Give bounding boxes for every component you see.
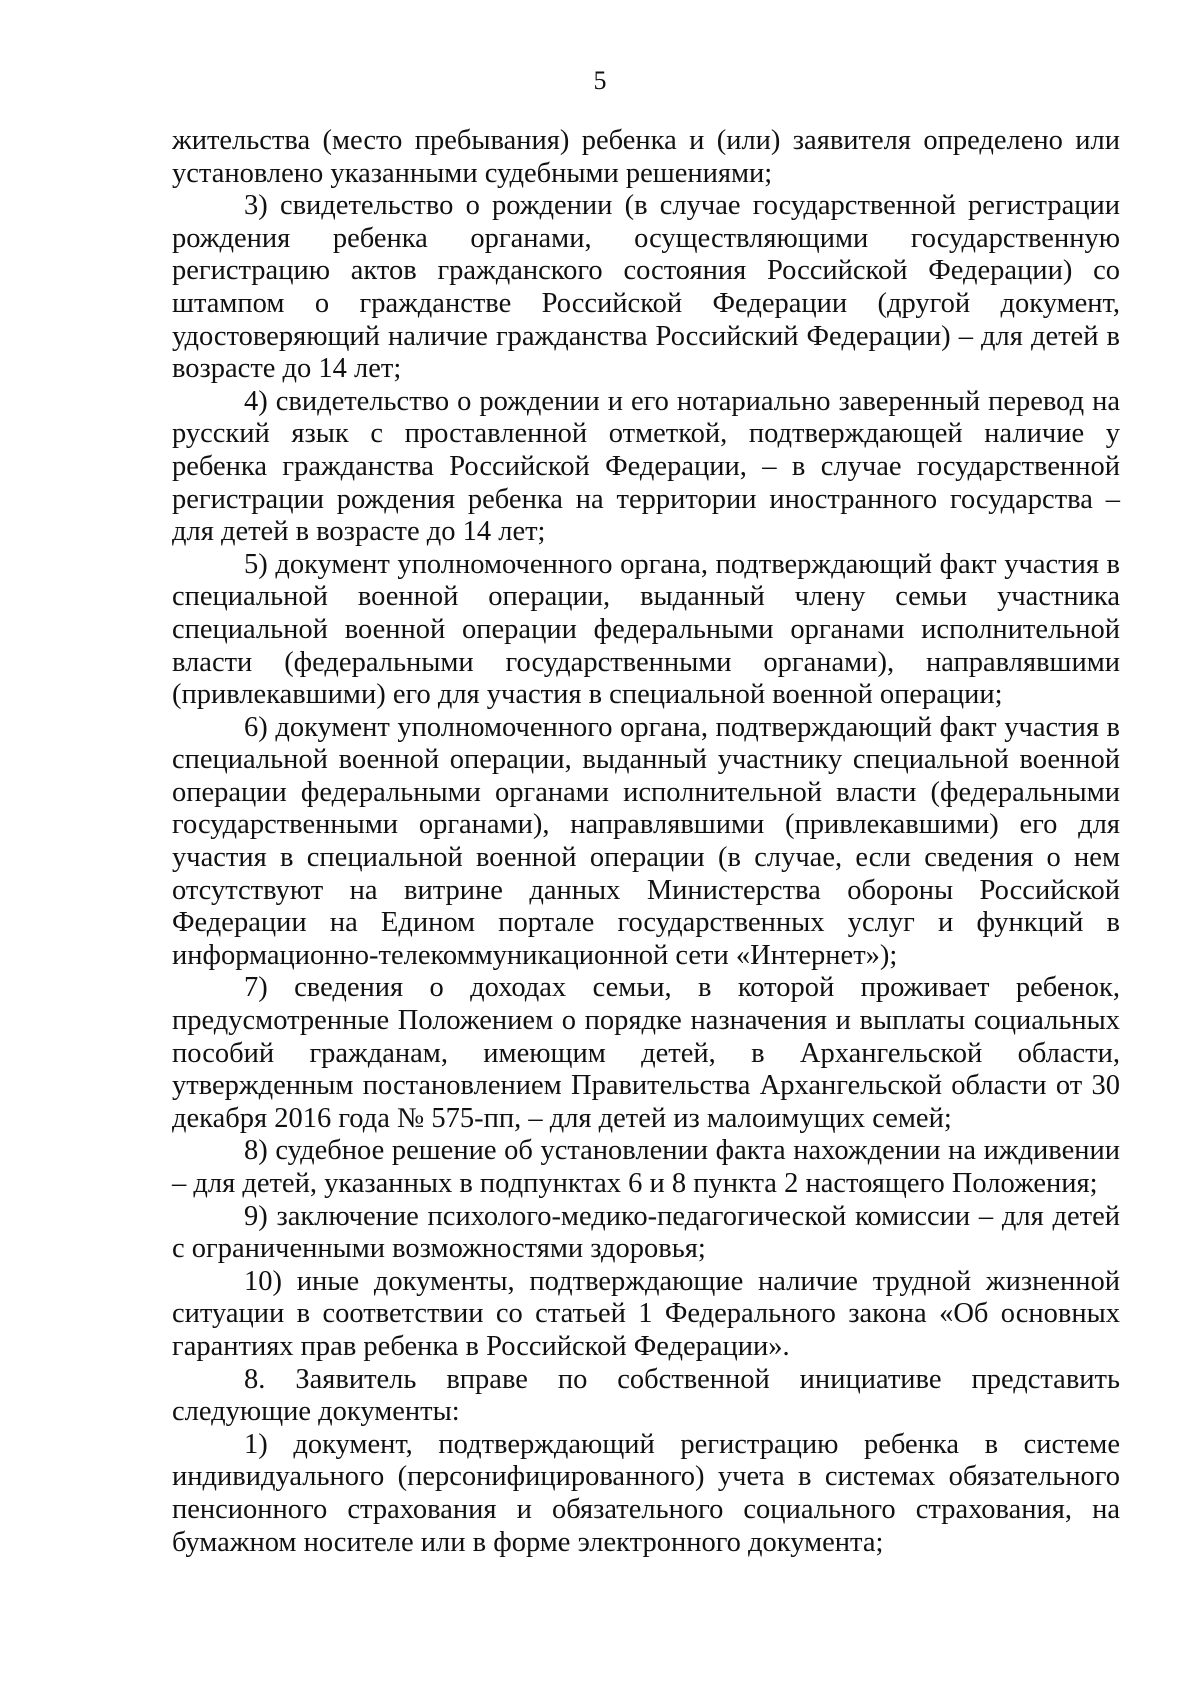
- list-item-7: 7) сведения о доходах семьи, в которой проживает ребенок, предусмотренные Положением о порядке назначения и выплаты социальных пособий гражданам, имеющим детей, в Архангельской области, утвержденным постановлением Правительства Архангельской области от 30 декабря 2016 года № 575-пп, – для детей из малоимущих семей;: [172, 972, 1120, 1134]
- list-item-6: 6) документ уполномоченного органа, подтверждающий факт участия в специальной военной операции, выданный участнику специальной военной операции федеральными органами исполнительной власти (федеральными государственными органами), направлявшими (привлекавшими) его для участия в специальной военной операции (в случае, если сведения о нем отсутствуют на витрине данных Министерства обороны Российской Федерации на Едином портале государственных услуг и функций в информационно-телекоммуникационной сети «Интернет»);: [172, 711, 1120, 971]
- section-8-item-1: 1) документ, подтверждающий регистрацию ребенка в системе индивидуального (персонифицированного) учета в системах обязательного пенсионного страхования и обязательного социального страхования, на бумажном носителе или в форме электронного документа;: [172, 1428, 1120, 1558]
- list-item-10: 10) иные документы, подтверждающие наличие трудной жизненной ситуации в соответствии со статьей 1 Федерального закона «Об основных гарантиях прав ребенка в Российской Федерации».: [172, 1265, 1120, 1362]
- page-number: 5: [593, 66, 607, 95]
- list-item-8: 8) судебное решение об установлении факта нахождении на иждивении – для детей, указанных в подпунктах 6 и 8 пункта 2 настоящего Положения;: [172, 1135, 1120, 1199]
- paragraph-continued: жительства (место пребывания) ребенка и (или) заявителя определено или установлено указанными судебными решениями;: [172, 125, 1120, 189]
- list-item-9: 9) заключение психолого-медико-педагогической комиссии – для детей с ограниченными возможностями здоровья;: [172, 1200, 1120, 1265]
- section-8-heading: 8. Заявитель вправе по собственной инициативе представить следующие документы:: [172, 1363, 1120, 1428]
- list-item-5: 5) документ уполномоченного органа, подтверждающий факт участия в специальной военной операции, выданный члену семьи участника специальной военной операции федеральными органами исполнительной власти (федеральными государственными органами), направлявшими (привлекавшими) его для участия в специальной военной операции;: [172, 548, 1120, 711]
- list-item-4: 4) свидетельство о рождении и его нотариально заверенный перевод на русский язык с проставленной отметкой, подтверждающей наличие у ребенка гражданства Российской Федерации, – в случае государственной регистрации рождения ребенка на территории иностранного государства – для детей в возрасте до 14 лет;: [172, 385, 1120, 548]
- list-item-3: 3) свидетельство о рождении (в случае государственной регистрации рождения ребенка органами, осуществляющими государственную регистрацию актов гражданского состояния Российской Федерации) со штампом о гражданстве Российской Федерации (другой документ, удостоверяющий наличие гражданства Российский Федерации) – для детей в возрасте до 14 лет;: [172, 190, 1120, 385]
- document-body: [172, 125, 1120, 1559]
